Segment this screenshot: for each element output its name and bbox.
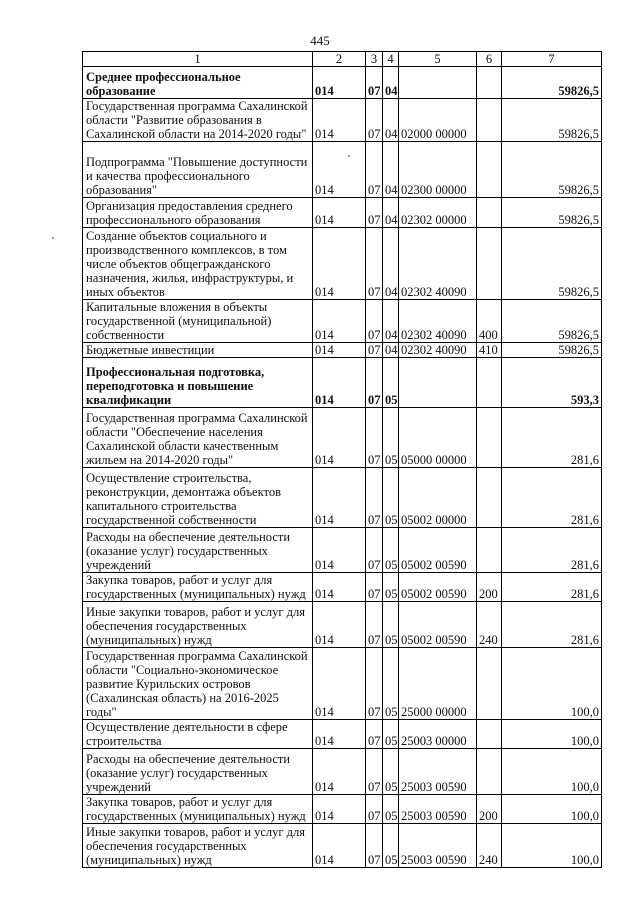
- amount-value: 281,6: [502, 602, 602, 648]
- amount-value: 59826,5: [502, 198, 602, 228]
- target-article-code: 02302 40090: [399, 228, 477, 300]
- ministry-code: 014: [313, 408, 366, 468]
- budget-table: [82, 51, 602, 868]
- amount-value: 59826,5: [502, 142, 602, 198]
- row-name: Осуществление строительства, реконструкции, демонтажа объектов капитального строительства государственной собственности: [83, 468, 313, 528]
- subsection-code: 05: [383, 720, 399, 749]
- target-article-code: 05002 00590: [399, 602, 477, 648]
- row-name: Подпрограмма "Повышение доступности и качества профессионального образования": [83, 142, 313, 198]
- ministry-code: 014: [313, 67, 366, 99]
- section-code: 07: [366, 795, 383, 824]
- expense-type-code: [477, 749, 502, 795]
- ministry-code: 014: [313, 99, 366, 142]
- target-article-code: 05002 00590: [399, 528, 477, 573]
- target-article-code: 02302 40090: [399, 300, 477, 343]
- section-code: 07: [366, 142, 383, 198]
- target-article-code: 02302 00000: [399, 198, 477, 228]
- ministry-code: 014: [313, 720, 366, 749]
- table-row: [83, 468, 602, 528]
- column-header: 2: [313, 52, 366, 67]
- expense-type-code: 200: [477, 573, 502, 602]
- column-header: 5: [399, 52, 477, 67]
- target-article-code: 05002 00000: [399, 468, 477, 528]
- expense-type-code: 240: [477, 824, 502, 868]
- section-code: 07: [366, 749, 383, 795]
- ministry-code: 014: [313, 358, 366, 408]
- amount-value: 100,0: [502, 749, 602, 795]
- ministry-code: 014: [313, 198, 366, 228]
- amount-value: 59826,5: [502, 67, 602, 99]
- ministry-code: 014: [313, 795, 366, 824]
- amount-value: 281,6: [502, 408, 602, 468]
- column-header: 3: [366, 52, 383, 67]
- amount-value: 59826,5: [502, 99, 602, 142]
- subsection-code: 05: [383, 795, 399, 824]
- ministry-code: 014: [313, 228, 366, 300]
- target-article-code: 25000 00000: [399, 648, 477, 720]
- expense-type-code: [477, 468, 502, 528]
- table-row: [83, 749, 602, 795]
- expense-type-code: [477, 67, 502, 99]
- section-code: 07: [366, 198, 383, 228]
- column-number-row: [83, 52, 602, 67]
- expense-type-code: 200: [477, 795, 502, 824]
- section-code: 07: [366, 67, 383, 99]
- subsection-code: 05: [383, 528, 399, 573]
- subsection-code: 05: [383, 824, 399, 868]
- amount-value: 100,0: [502, 824, 602, 868]
- table-row: [83, 99, 602, 142]
- section-code: 07: [366, 573, 383, 602]
- ministry-code: 014: [313, 468, 366, 528]
- expense-type-code: 410: [477, 343, 502, 358]
- subsection-code: 05: [383, 749, 399, 795]
- expense-type-code: [477, 198, 502, 228]
- table-row: [83, 528, 602, 573]
- row-name: Расходы на обеспечение деятельности (оказание услуг) государственных учреждений: [83, 528, 313, 573]
- amount-value: 593,3: [502, 358, 602, 408]
- target-article-code: [399, 67, 477, 99]
- section-code: 07: [366, 99, 383, 142]
- scan-speck: [52, 237, 54, 239]
- amount-value: 59826,5: [502, 300, 602, 343]
- subsection-code: 04: [383, 228, 399, 300]
- row-name: Бюджетные инвестиции: [83, 343, 313, 358]
- amount-value: 100,0: [502, 648, 602, 720]
- subsection-code: 04: [383, 142, 399, 198]
- table-row: [83, 602, 602, 648]
- section-code: 07: [366, 300, 383, 343]
- amount-value: 100,0: [502, 720, 602, 749]
- ministry-code: 014: [313, 648, 366, 720]
- target-article-code: 25003 00590: [399, 749, 477, 795]
- table-row: [83, 720, 602, 749]
- target-article-code: 25003 00000: [399, 720, 477, 749]
- table-row: [83, 648, 602, 720]
- target-article-code: 25003 00590: [399, 795, 477, 824]
- table-row: [83, 824, 602, 868]
- row-name: Профессиональная подготовка, переподготовка и повышение квалификации: [83, 358, 313, 408]
- page-number: 445: [310, 33, 330, 48]
- section-code: 07: [366, 648, 383, 720]
- amount-value: 100,0: [502, 795, 602, 824]
- row-name: Капитальные вложения в объекты государственной (муниципальной) собственности: [83, 300, 313, 343]
- expense-type-code: 240: [477, 602, 502, 648]
- row-name: Закупка товаров, работ и услуг для государственных (муниципальных) нужд: [83, 573, 313, 602]
- subsection-code: 05: [383, 468, 399, 528]
- table-row: [83, 67, 602, 99]
- target-article-code: 02000 00000: [399, 99, 477, 142]
- subsection-code: 04: [383, 343, 399, 358]
- ministry-code: 014: [313, 824, 366, 868]
- row-name: Создание объектов социального и производственного комплексов, в том числе объектов общегражданского назначения, жилья, инфраструктуры, и иных объектов: [83, 228, 313, 300]
- column-header: 6: [477, 52, 502, 67]
- amount-value: 281,6: [502, 528, 602, 573]
- row-name: Иные закупки товаров, работ и услуг для обеспечения государственных (муниципальных) нужд: [83, 824, 313, 868]
- amount-value: 281,6: [502, 468, 602, 528]
- section-code: 07: [366, 358, 383, 408]
- ministry-code: 014: [313, 749, 366, 795]
- expense-type-code: [477, 648, 502, 720]
- target-article-code: 02302 40090: [399, 343, 477, 358]
- table-row: [83, 358, 602, 408]
- subsection-code: 05: [383, 602, 399, 648]
- table-row: [83, 300, 602, 343]
- row-name: Государственная программа Сахалинской области "Развитие образования в Сахалинской области на 2014-2020 годы": [83, 99, 313, 142]
- section-code: 07: [366, 720, 383, 749]
- table-row: [83, 408, 602, 468]
- table-row: [83, 573, 602, 602]
- row-name: Закупка товаров, работ и услуг для государственных (муниципальных) нужд: [83, 795, 313, 824]
- expense-type-code: [477, 99, 502, 142]
- section-code: 07: [366, 602, 383, 648]
- subsection-code: 05: [383, 408, 399, 468]
- expense-type-code: [477, 228, 502, 300]
- table-row: [83, 228, 602, 300]
- table-row: [83, 142, 602, 198]
- row-name: Иные закупки товаров, работ и услуг для обеспечения государственных (муниципальных) нужд: [83, 602, 313, 648]
- expense-type-code: [477, 358, 502, 408]
- target-article-code: 05002 00590: [399, 573, 477, 602]
- table-row: [83, 795, 602, 824]
- subsection-code: 05: [383, 358, 399, 408]
- subsection-code: 05: [383, 648, 399, 720]
- section-code: 07: [366, 408, 383, 468]
- expense-type-code: [477, 142, 502, 198]
- section-code: 07: [366, 343, 383, 358]
- ministry-code: 014: [313, 528, 366, 573]
- section-code: 07: [366, 824, 383, 868]
- subsection-code: 05: [383, 573, 399, 602]
- row-name: Организация предоставления среднего профессионального образования: [83, 198, 313, 228]
- row-name: Расходы на обеспечение деятельности (оказание услуг) государственных учреждений: [83, 749, 313, 795]
- ministry-code: 014: [313, 300, 366, 343]
- expense-type-code: [477, 528, 502, 573]
- expense-type-code: [477, 720, 502, 749]
- amount-value: 59826,5: [502, 343, 602, 358]
- target-article-code: 25003 00590: [399, 824, 477, 868]
- target-article-code: 05000 00000: [399, 408, 477, 468]
- subsection-code: 04: [383, 300, 399, 343]
- section-code: 07: [366, 468, 383, 528]
- table-body: [83, 67, 602, 868]
- row-name: Среднее профессиональное образование: [83, 67, 313, 99]
- ministry-code: 014: [313, 343, 366, 358]
- subsection-code: 04: [383, 67, 399, 99]
- table-row: [83, 343, 602, 358]
- ministry-code: 014: [313, 602, 366, 648]
- section-code: 07: [366, 228, 383, 300]
- table-row: [83, 198, 602, 228]
- row-name: Государственная программа Сахалинской области "Обеспечение населения Сахалинской области качественным жильем на 2014-2020 годы": [83, 408, 313, 468]
- section-code: 07: [366, 528, 383, 573]
- target-article-code: 02300 00000: [399, 142, 477, 198]
- subsection-code: 04: [383, 198, 399, 228]
- column-header: 1: [83, 52, 313, 67]
- target-article-code: [399, 358, 477, 408]
- column-header: 7: [502, 52, 602, 67]
- row-name: Государственная программа Сахалинской области "Социально-экономическое развитие Курильских островов (Сахалинская область) на 2016-2025 годы": [83, 648, 313, 720]
- amount-value: 281,6: [502, 573, 602, 602]
- expense-type-code: [477, 408, 502, 468]
- ministry-code: 014: [313, 142, 366, 198]
- amount-value: 59826,5: [502, 228, 602, 300]
- column-header: 4: [383, 52, 399, 67]
- ministry-code: 014: [313, 573, 366, 602]
- expense-type-code: 400: [477, 300, 502, 343]
- row-name: Осуществление деятельности в сфере строительства: [83, 720, 313, 749]
- subsection-code: 04: [383, 99, 399, 142]
